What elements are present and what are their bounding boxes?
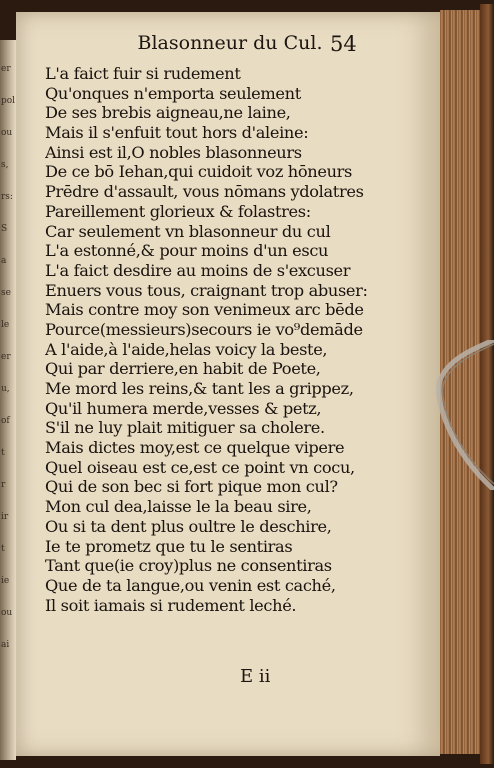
verse-line: Ou si ta dent plus oultre le deschire, xyxy=(45,516,332,536)
verse-line: Que de ta langue,ou venin est caché, xyxy=(45,575,336,595)
margin-fragment: u, xyxy=(1,384,10,394)
margin-fragment: er xyxy=(1,64,11,74)
verse-line: Tant que(ie croy)plus ne consentiras xyxy=(45,556,332,576)
verse-line: S'il ne luy plait mitiguer sa cholere. xyxy=(45,418,325,438)
previous-page-edge xyxy=(0,40,16,760)
verse-line: De ce bō Iehan,qui cuidoit voz hōneurs xyxy=(45,162,352,182)
verse-line: Mon cul dea,laisse le la beau sire, xyxy=(45,497,312,517)
margin-fragment: of xyxy=(1,416,10,426)
verse-line: Qui par derriere,en habit de Poete, xyxy=(45,359,321,379)
verse-line: Qu'il humera merde,vesses & petz, xyxy=(45,398,322,418)
page-block-edges xyxy=(440,10,482,754)
verse-line: Prēdre d'assault, vous nōmans ydolatres xyxy=(45,182,364,202)
verse-line: Ainsi est il,O nobles blasonneurs xyxy=(45,142,302,162)
running-head: Blasonneur du Cul. xyxy=(137,32,323,54)
margin-fragment: t xyxy=(1,448,5,458)
verse-line: L'a estonné,& pour moins d'un escu xyxy=(45,241,329,261)
verse-line: Pareillement glorieux & folastres: xyxy=(45,201,311,221)
verse-line: Mais il s'enfuit tout hors d'aleine: xyxy=(45,123,309,143)
margin-fragment: S xyxy=(1,224,8,234)
margin-fragment: ir xyxy=(1,512,9,522)
margin-fragment: s, xyxy=(1,160,9,170)
verse-line: A l'aide,à l'aide,helas voicy la beste, xyxy=(45,339,328,359)
folio-number: 54 xyxy=(330,32,357,56)
margin-fragment: se xyxy=(1,288,11,298)
verse-line: Qu'onques n'emporta seulement xyxy=(45,83,301,103)
margin-fragment: pol xyxy=(1,96,16,106)
margin-fragment: t xyxy=(1,544,5,554)
margin-fragment: ie xyxy=(1,576,10,586)
verse-block xyxy=(45,64,390,615)
verse-line: Mais dictes moy,est ce quelque vipere xyxy=(45,438,345,458)
verse-line: Car seulement vn blasonneur du cul xyxy=(45,221,331,241)
verse-line: Il soit iamais si rudement leché. xyxy=(45,595,297,615)
margin-fragment: a xyxy=(1,256,7,266)
verse-line: Pource(messieurs)secours ie vo⁹demāde xyxy=(45,319,363,339)
book-cover-edge xyxy=(480,4,494,764)
signature-mark: E ii xyxy=(240,666,271,687)
verse-line: De ses brebis aigneau,ne laine, xyxy=(45,103,291,123)
verse-line: L'a faict desdire au moins de s'excuser xyxy=(45,260,351,280)
margin-fragment: er xyxy=(1,352,11,362)
margin-fragment: ai xyxy=(1,640,10,650)
margin-fragment: rs: xyxy=(1,192,13,202)
verse-line: L'a faict fuir si rudement xyxy=(45,64,241,83)
margin-fragment: le xyxy=(1,320,10,330)
margin-fragment: ou xyxy=(1,608,13,618)
verse-line: Ie te prometz que tu le sentiras xyxy=(45,536,293,556)
margin-fragment: ou xyxy=(1,128,13,138)
verse-line: Enuers vous tous, craignant trop abuser: xyxy=(45,280,368,300)
verse-line: Qui de son bec si fort pique mon cul? xyxy=(45,477,338,497)
verse-line: Me mord les reins,& tant les a grippez, xyxy=(45,379,354,398)
verse-line: Quel oiseau est ce,est ce point vn cocu, xyxy=(45,457,355,477)
verse-line: Mais contre moy son venimeux arc bēde xyxy=(45,300,364,320)
margin-fragment: r xyxy=(1,480,6,490)
